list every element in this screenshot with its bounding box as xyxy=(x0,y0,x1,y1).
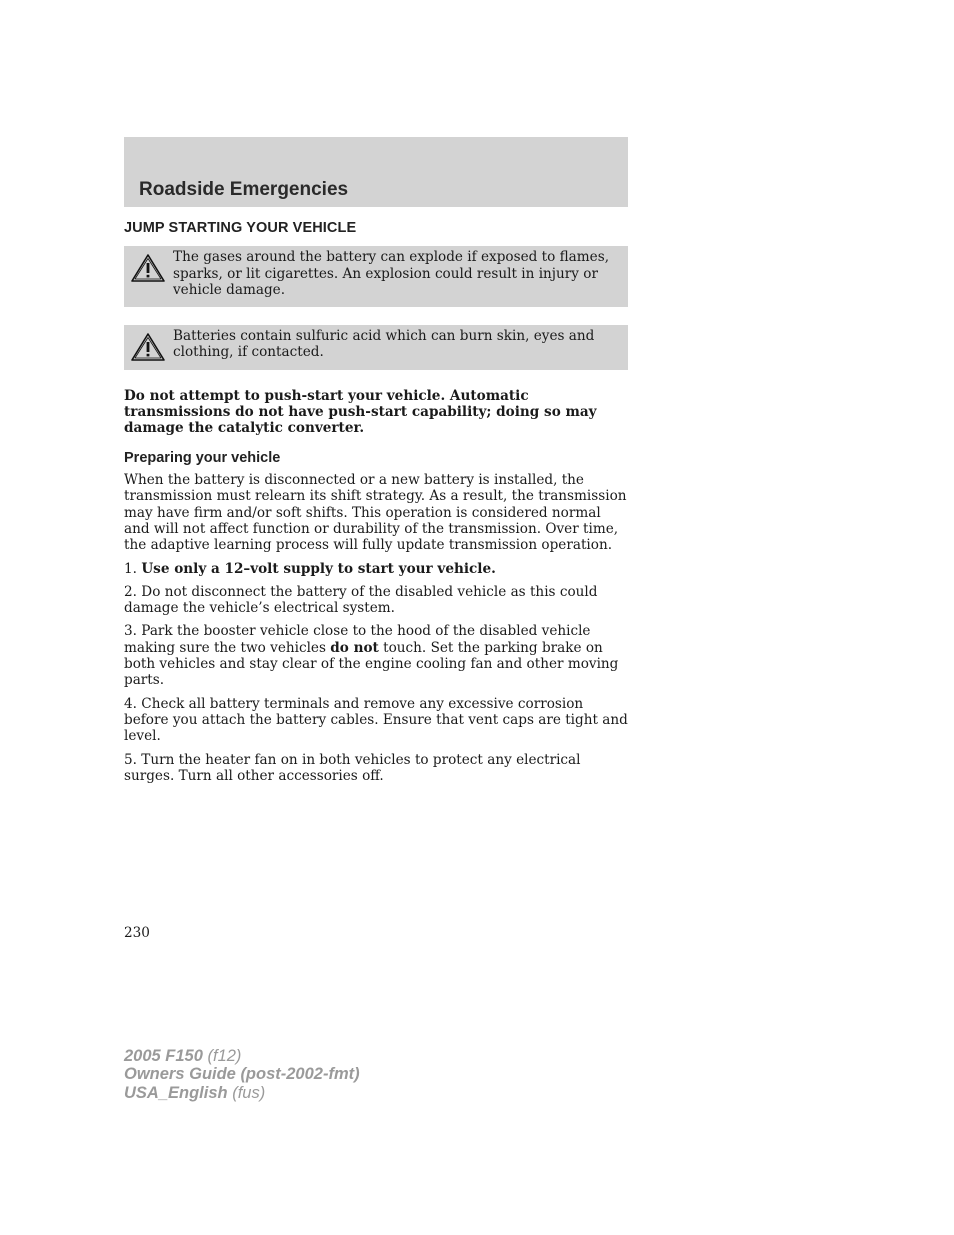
footer-model: 2005 F150 xyxy=(124,1047,203,1065)
footer-line-guide xyxy=(124,1065,360,1083)
footer-guide: Owners Guide (post-2002-fmt) xyxy=(124,1065,360,1084)
intro-paragraph: When the battery is disconnected or a new battery is installed, the transmission must relearn its shift strategy. As a result, the transmission may have firm and/or soft shifts. This operation is considered normal and will not affect function or durability of the transmission. Over time, the adaptive learning process will fully update transmission operation. xyxy=(124,472,627,554)
step-4: 4. Check all battery terminals and remove any excessive corrosion before you attach the battery cables. Ensure that vent caps are tight and level. xyxy=(124,695,628,745)
footer-language-code: (fus) xyxy=(232,1083,266,1102)
page-number: 230 xyxy=(124,925,150,941)
push-start-notice: Do not attempt to push-start your vehicle. Automatic transmissions do not have push-start capability; doing so may damage the catalytic converter. xyxy=(124,387,597,436)
step-1-number: 1. xyxy=(124,560,137,577)
step-3-text-pre: 3. Park the booster vehicle close to the hood of the disabled vehicle making sure the two vehicles xyxy=(124,623,591,656)
step-1-text: Use only a 12–volt supply to start your vehicle. xyxy=(141,560,496,577)
main-content xyxy=(124,220,628,791)
document-footer xyxy=(124,1047,360,1102)
step-5: 5. Turn the heater fan on in both vehicles to protect any electrical surges. Turn all other accessories off. xyxy=(124,751,581,784)
section-title: Roadside Emergencies xyxy=(139,179,349,200)
warning-text: Batteries contain sulfuric acid which can burn skin, eyes and clothing, if contacted. xyxy=(173,327,595,360)
warning-box-gases xyxy=(124,246,628,307)
subheading-preparing: Preparing your vehicle xyxy=(124,450,281,467)
step-3-text-post: touch. Set the parking brake on both vehicles and stay clear of the engine cooling fan and other moving parts. xyxy=(124,639,619,689)
page-heading: JUMP STARTING YOUR VEHICLE xyxy=(124,220,357,236)
section-header-band xyxy=(124,137,628,207)
footer-language: USA_English xyxy=(124,1083,228,1102)
footer-line-model xyxy=(124,1047,360,1065)
step-2: 2. Do not disconnect the battery of the disabled vehicle as this could damage the vehicle’s electrical system. xyxy=(124,583,598,617)
warning-text: The gases around the battery can explode if exposed to flames, sparks, or lit cigarettes. An explosion could result in injury or vehicle damage. xyxy=(173,249,610,298)
warning-box-acid xyxy=(124,325,628,370)
footer-line-language xyxy=(124,1084,360,1102)
step-3-emphasis: do not xyxy=(330,639,379,656)
warning-triangle-icon xyxy=(130,332,166,362)
step-1 xyxy=(124,561,628,577)
step-3 xyxy=(124,623,628,688)
warning-triangle-icon xyxy=(130,253,166,283)
footer-model-code: (f12) xyxy=(207,1047,242,1065)
